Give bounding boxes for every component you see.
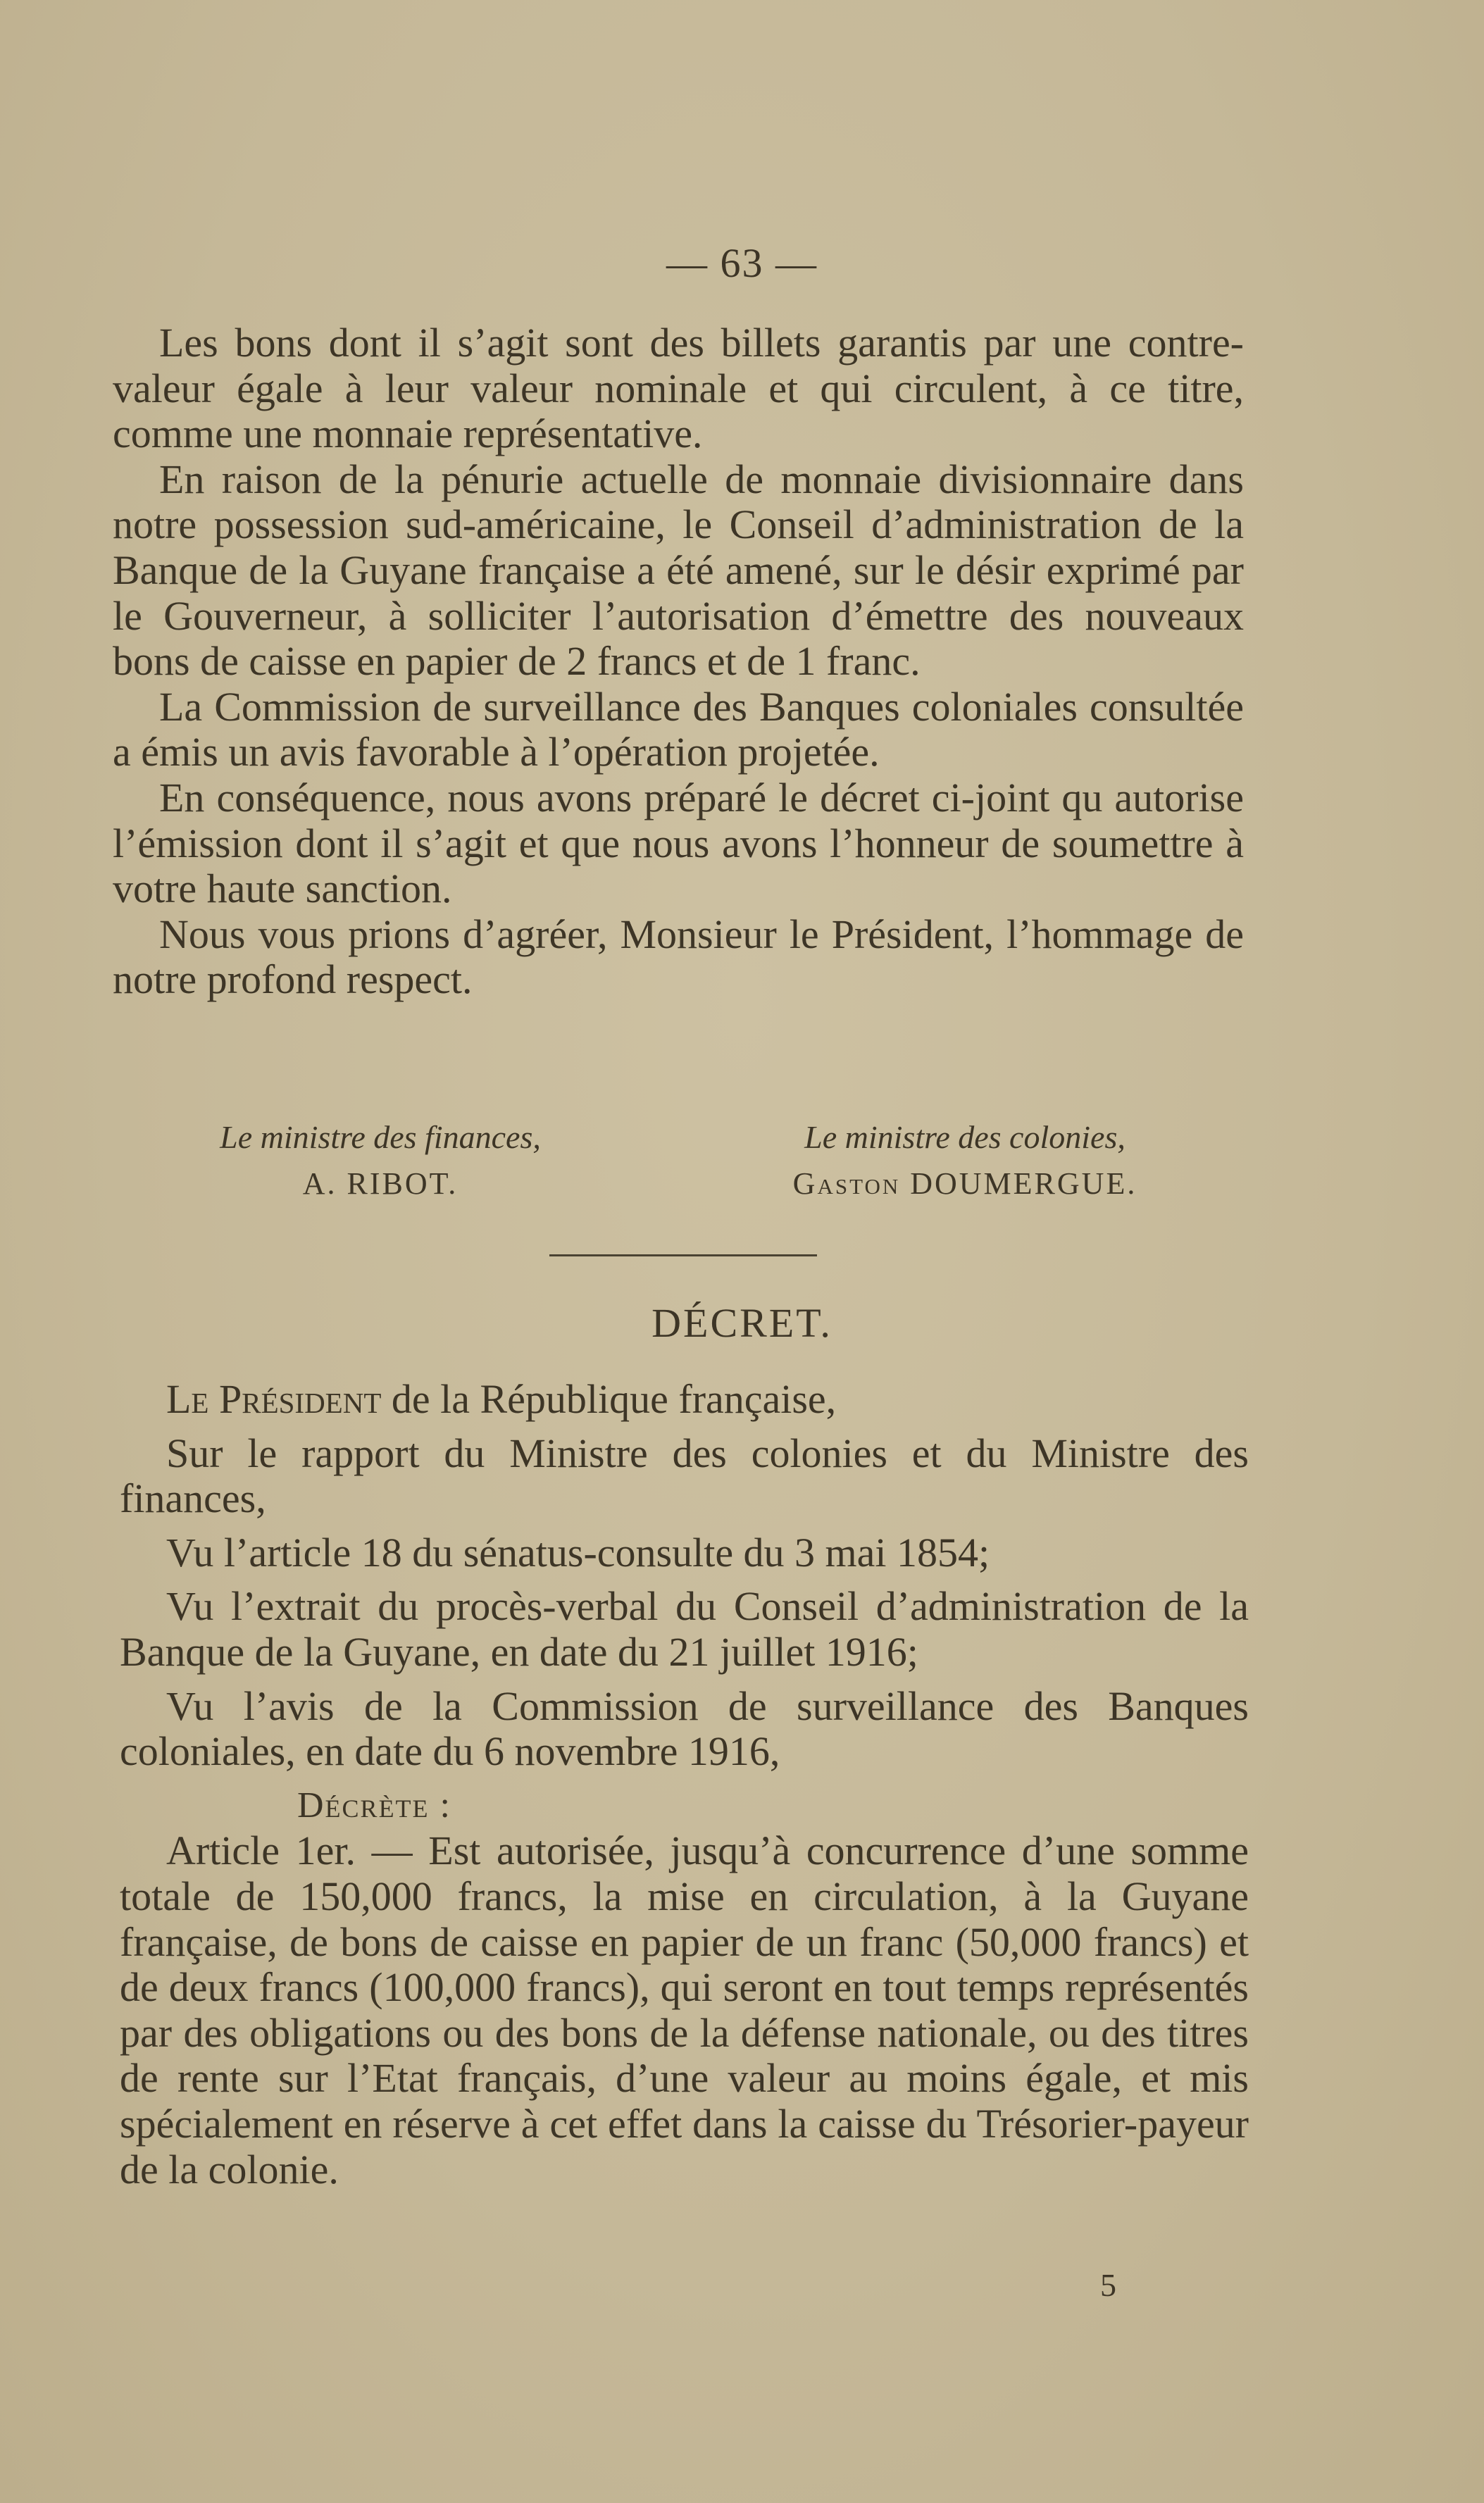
letter-body <box>113 320 1244 1003</box>
consideration: Sur le rapport du Ministre des colonies et du Ministre des finances, <box>120 1430 1249 1522</box>
signature-block <box>113 1116 1244 1222</box>
signature-mark: 5 <box>1100 2267 1116 2303</box>
decree-body <box>120 1377 1249 2192</box>
letter-paragraph: Nous vous prions d’agréer, Monsieur le Président, l’hommage de notre profond respect. <box>113 911 1244 1003</box>
article-text: — Est autorisée, jusqu’à concurrence d’une somme totale de 150,000 francs, la mise en circulation, à la Guyane française, de bons de caisse en papier de un franc (50,000 francs) et de deux francs (100,000 francs), qui seront en tout temps représentés par des obligations ou des bons de la défense nationale, ou des titres de rente sur l’Etat français, d’une valeur au moins égale, et mis spécialement en réserve à cet effet dans la caisse du Trésorier-payeur de la colonie. <box>120 1828 1249 2192</box>
signature-title: Le ministre des finances, <box>220 1119 541 1155</box>
signature-name: Gaston DOUMERGUE. <box>792 1166 1137 1201</box>
section-divider <box>549 1254 817 1256</box>
article-1 <box>120 1828 1249 2192</box>
consideration: Vu l’extrait du procès-verbal du Conseil d’administration de la Banque de la Guyane, en date du 21 juillet 1916; <box>120 1583 1249 1675</box>
decree-preamble <box>120 1377 1249 1423</box>
page-number: — 63 — <box>666 240 818 286</box>
signature-title: Le ministre des colonies, <box>804 1119 1126 1155</box>
consideration: Vu l’avis de la Commission de surveillance des Banques coloniales, en date du 6 novembre 1916, <box>120 1683 1249 1775</box>
signature-name: A. RIBOT. <box>302 1166 459 1201</box>
signature-colonies-minister <box>697 1116 1233 1209</box>
decrete-heading: Décrète : <box>297 1785 451 1825</box>
consideration: Vu l’article 18 du sénatus-consulte du 3 mai 1854; <box>166 1529 990 1575</box>
article-label: Article 1er. <box>166 1828 356 1874</box>
letter-paragraph: En raison de la pénurie actuelle de monnaie divisionnaire dans notre possession sud-américaine, le Conseil d’administration de la Banque de la Guyane française a été amené, sur le désir exprimé par le Gouverneur, à solliciter l’autorisation d’émettre des nouveaux bons de caisse en papier de 2 francs et de 1 franc. <box>113 456 1244 685</box>
letter-paragraph: En conséquence, nous avons préparé le décret ci-joint qu autorise l’émission dont il s’agit et que nous avons l’honneur de soumettre à votre haute sanction. <box>113 774 1244 912</box>
decree-title: DÉCRET. <box>651 1300 833 1346</box>
preamble-rest: de la République française, <box>391 1376 837 1422</box>
signature-finance-minister <box>113 1116 648 1209</box>
letter-paragraph: La Commission de surveillance des Banques coloniales consultée a émis un avis favorable à l’opération projetée. <box>113 683 1244 775</box>
president-label: Le Président <box>166 1376 382 1422</box>
letter-paragraph: Les bons dont il s’agit sont des billets garantis par une contre-valeur égale à leur valeur nominale et qui circulent, à ce titre, comme une monnaie représentative. <box>113 320 1244 457</box>
